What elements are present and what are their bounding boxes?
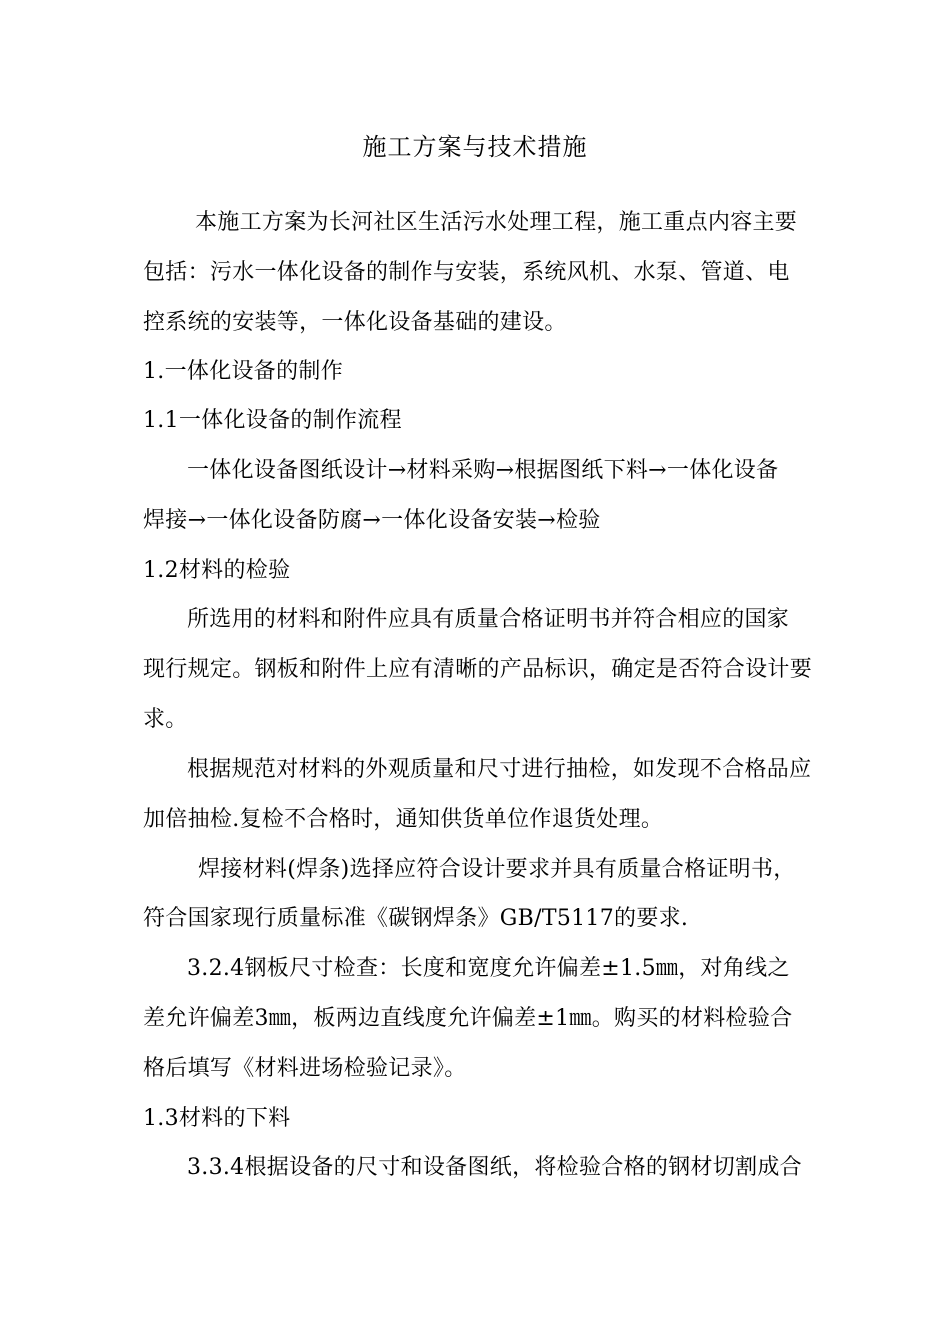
- paragraph-line: 现行规定。钢板和附件上应有清晰的产品标识，确定是否符合设计要: [143, 657, 813, 682]
- paragraph-line: 加倍抽检.复检不合格时，通知供货单位作退货处理。: [143, 807, 664, 832]
- paragraph-line: 所选用的材料和附件应具有质量合格证明书并符合相应的国家: [187, 607, 790, 632]
- paragraph-line: 控系统的安装等，一体化设备基础的建设。: [143, 310, 567, 335]
- paragraph-line: 焊接→一体化设备防腐→一体化设备安装→检验: [143, 508, 601, 533]
- paragraph-line: 差允许偏差3㎜，板两边直线度允许偏差±1㎜。购买的材料检验合: [143, 1006, 793, 1031]
- subsection-heading: 1.2材料的检验: [143, 558, 291, 583]
- subsection-heading: 1.1一体化设备的制作流程: [143, 408, 402, 433]
- paragraph-line: 3.2.4钢板尺寸检查：长度和宽度允许偏差±1.5㎜，对角线之: [187, 956, 790, 981]
- paragraph-line: 符合国家现行质量标准《碳钢焊条》GB/T5117的要求.: [143, 906, 689, 931]
- subsection-heading: 1.3材料的下料: [143, 1106, 291, 1131]
- paragraph-line: 包括：污水一体化设备的制作与安装，系统风机、水泵、管道、电: [143, 260, 790, 285]
- paragraph-line: 格后填写《材料进场检验记录》。: [143, 1056, 467, 1081]
- paragraph-line: 根据规范对材料的外观质量和尺寸进行抽检，如发现不合格品应: [187, 757, 812, 782]
- paragraph-line: 一体化设备图纸设计→材料采购→根据图纸下料→一体化设备: [187, 458, 779, 483]
- paragraph-line: 本施工方案为长河社区生活污水处理工程，施工重点内容主要: [195, 210, 798, 235]
- paragraph-line: 焊接材料(焊条)选择应符合设计要求并具有质量合格证明书，: [198, 857, 796, 882]
- document-title: 施工方案与技术措施: [362, 133, 588, 161]
- paragraph-line: 求。: [143, 707, 188, 732]
- paragraph-line: 3.3.4根据设备的尺寸和设备图纸，将检验合格的钢材切割成合: [187, 1155, 802, 1180]
- section-heading: 1.一体化设备的制作: [143, 359, 343, 384]
